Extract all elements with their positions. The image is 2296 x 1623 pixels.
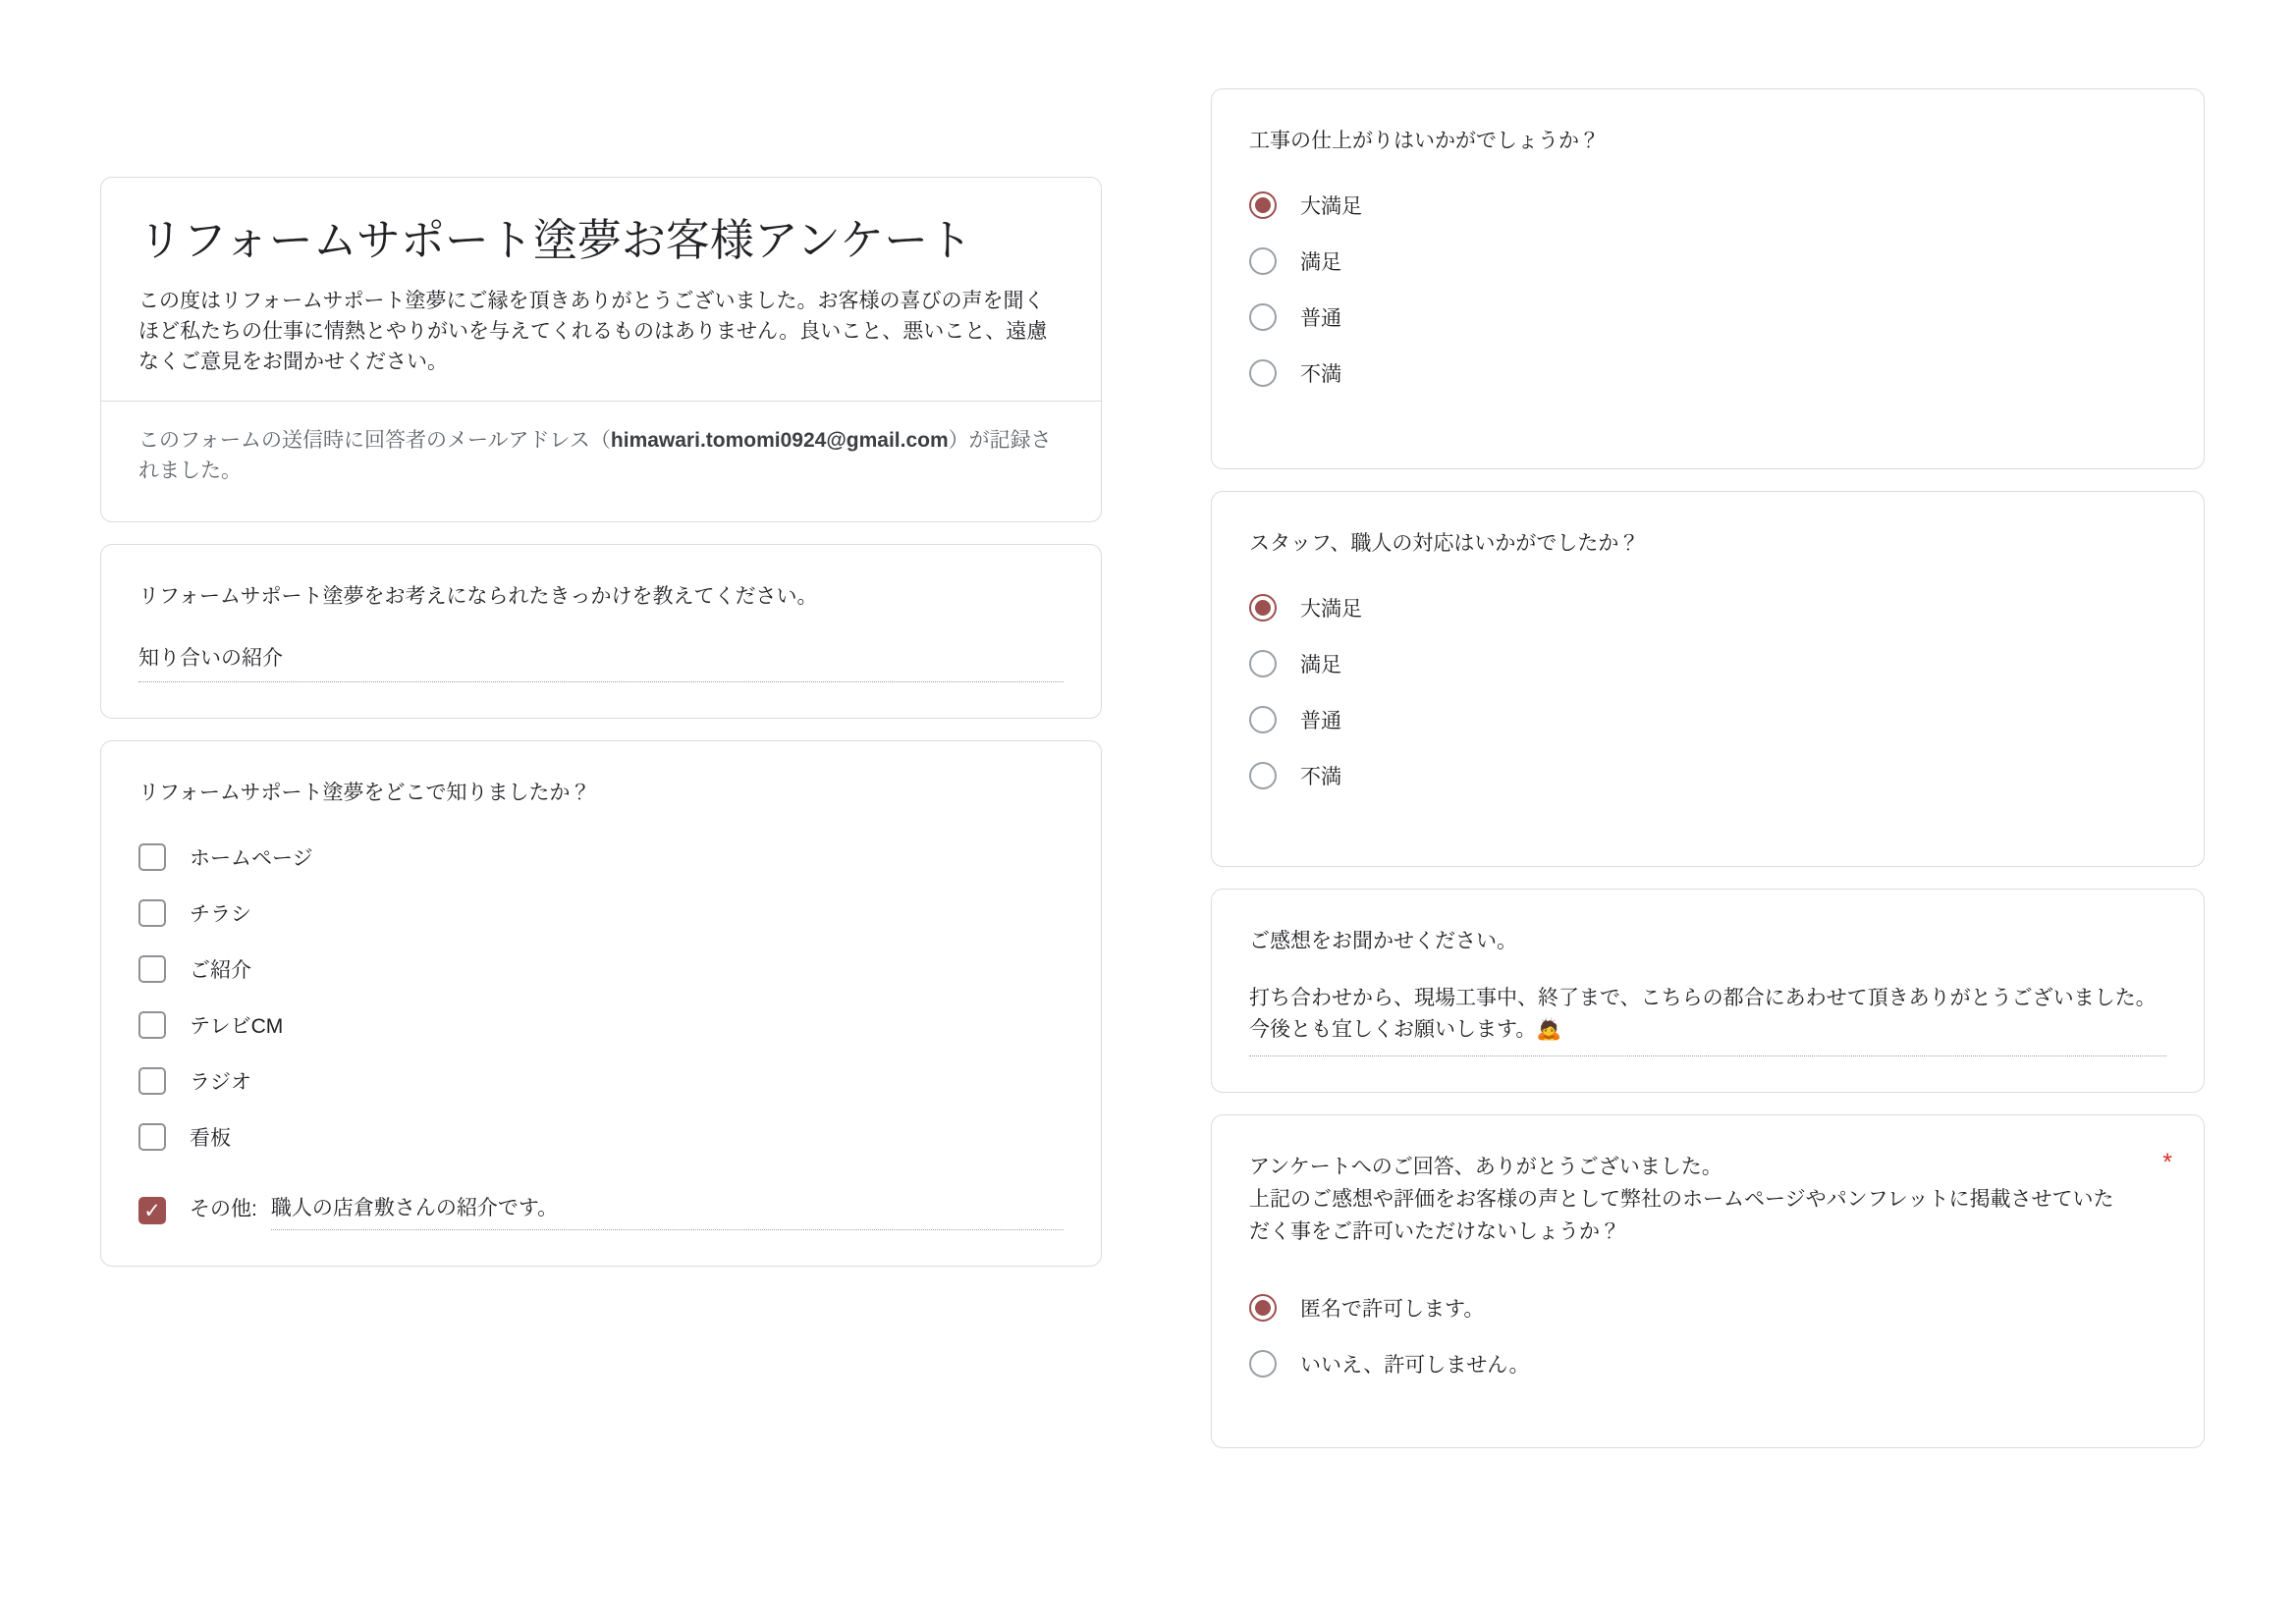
radio-icon[interactable] — [1249, 762, 1277, 789]
radio-label: 不満 — [1300, 363, 1341, 386]
checkbox-label: テレビCM — [190, 1015, 284, 1038]
radio-icon[interactable] — [1249, 706, 1277, 733]
radio-option-manzoku[interactable] — [1249, 246, 2166, 276]
radio-option-fuman[interactable] — [1249, 358, 2166, 388]
checkbox-icon[interactable] — [138, 1011, 166, 1039]
checkbox-label: 看板 — [190, 1127, 231, 1150]
radio-option-manzoku[interactable] — [1249, 649, 2166, 678]
radio-option-futsuu[interactable] — [1249, 302, 2166, 332]
radio-label: 満足 — [1300, 654, 1341, 676]
radio-selected-icon[interactable] — [1249, 191, 1277, 219]
check-icon: ✓ — [143, 1199, 161, 1222]
radio-option-daimanzoku[interactable] — [1249, 593, 2166, 622]
question-label: リフォームサポート塗夢をどこで知りましたか？ — [138, 782, 591, 804]
form-description: この度はリフォームサポート塗夢にご縁を頂きありがとうございました。お客様の喜びの声を聞くほど私たちの仕事に情熱とやりがいを与えてくれるものはありません。良いこと、悪いこと、遠慮なくご意見をお聞かせください。 — [138, 290, 1048, 373]
radio-group — [1249, 593, 2166, 790]
question-card-source — [100, 740, 1102, 1267]
checkbox-icon[interactable] — [138, 1123, 166, 1151]
radio-option-futsuu[interactable] — [1249, 705, 2166, 734]
question-card-feedback — [1211, 889, 2205, 1093]
question-card-workmanship — [1211, 88, 2205, 469]
checkbox-list — [138, 842, 1064, 1230]
checkbox-option-flyer[interactable] — [138, 898, 1064, 928]
checkbox-option-other[interactable] — [138, 1191, 1064, 1230]
radio-icon[interactable] — [1249, 1350, 1277, 1378]
radio-group — [1249, 190, 2166, 388]
radio-option-anonymous-allow[interactable] — [1249, 1293, 2166, 1323]
checkbox-option-signboard[interactable] — [138, 1122, 1064, 1152]
checkbox-option-tvcm[interactable] — [138, 1010, 1064, 1040]
checkbox-option-radio[interactable] — [138, 1066, 1064, 1096]
radio-group — [1249, 1293, 2166, 1379]
answer-line-2: 今後とも宜しくお願いします。🙇 — [1249, 1018, 1562, 1041]
radio-option-daimanzoku[interactable] — [1249, 190, 2166, 220]
checkbox-label: ホームページ — [190, 847, 313, 870]
radio-option-not-allow[interactable] — [1249, 1349, 2166, 1379]
radio-selected-icon[interactable] — [1249, 594, 1277, 622]
question-label — [1249, 1151, 2166, 1248]
radio-selected-icon[interactable] — [1249, 1294, 1277, 1322]
radio-label: 匿名で許可します。 — [1300, 1298, 1485, 1321]
question-label: リフォームサポート塗夢をお考えになられたきっかけを教えてください。 — [138, 585, 818, 608]
left-column — [100, 177, 1102, 1267]
question-label: 工事の仕上がりはいかがでしょうか？ — [1249, 130, 1600, 152]
short-answer-field[interactable]: 知り合いの紹介 — [138, 642, 1064, 682]
checkbox-label: チラシ — [190, 903, 251, 926]
checkbox-checked-icon[interactable] — [138, 1197, 166, 1224]
radio-label: 大満足 — [1300, 195, 1362, 218]
checkbox-icon[interactable] — [138, 1067, 166, 1095]
checkbox-label: ラジオ — [190, 1071, 251, 1094]
answer-line-1: 打ち合わせから、現場工事中、終了まで、こちらの都合にあわせて頂きありがとうございました。 — [1249, 987, 2157, 1009]
question-card-staff — [1211, 491, 2205, 867]
form-title: リフォームサポート塗夢お客様アンケート — [138, 215, 973, 265]
radio-icon[interactable] — [1249, 303, 1277, 331]
checkbox-label: ご紹介 — [190, 959, 251, 982]
radio-option-fuman[interactable] — [1249, 761, 2166, 790]
question-line-1: アンケートへのご回答、ありがとうございました。 — [1249, 1156, 1722, 1178]
required-asterisk: * — [2162, 1149, 2172, 1176]
radio-icon[interactable] — [1249, 650, 1277, 677]
question-label: スタッフ、職人の対応はいかがでしたか？ — [1249, 532, 1640, 555]
radio-label: 満足 — [1300, 251, 1341, 274]
question-card-trigger — [100, 544, 1102, 719]
respondent-email: himawari.tomomi0924@gmail.com — [610, 429, 949, 452]
radio-label: 普通 — [1300, 710, 1341, 732]
other-answer-field[interactable]: 職人の店倉敷さんの紹介です。 — [271, 1192, 1064, 1230]
other-option-label: その他: — [190, 1198, 257, 1220]
checkbox-option-homepage[interactable] — [138, 842, 1064, 872]
radio-label: 不満 — [1300, 766, 1341, 788]
checkbox-icon[interactable] — [138, 843, 166, 871]
radio-icon[interactable] — [1249, 247, 1277, 275]
radio-label: いいえ、許可しません。 — [1300, 1354, 1530, 1377]
paragraph-answer-field[interactable] — [1249, 983, 2166, 1056]
radio-icon[interactable] — [1249, 359, 1277, 387]
right-column — [1211, 88, 2205, 1448]
checkbox-option-referral[interactable] — [138, 954, 1064, 984]
email-record-notice — [138, 425, 1064, 486]
question-card-permission — [1211, 1114, 2205, 1448]
header-divider — [101, 401, 1101, 402]
question-label: ご感想をお聞かせください。 — [1249, 930, 1517, 952]
radio-label: 普通 — [1300, 307, 1341, 330]
checkbox-icon[interactable] — [138, 955, 166, 983]
question-line-2: 上記のご感想や評価をお客様の声として弊社のホームページやパンフレットに掲載させていただく事をご許可いただけないしょうか？ — [1249, 1188, 2114, 1243]
email-notice-prefix: このフォームの送信時に回答者のメールアドレス（ — [138, 429, 611, 452]
checkbox-icon[interactable] — [138, 899, 166, 927]
radio-label: 大満足 — [1300, 598, 1362, 621]
form-header-card — [100, 177, 1102, 522]
email-notice-suffix: ）が記録されました。 — [138, 429, 1052, 482]
